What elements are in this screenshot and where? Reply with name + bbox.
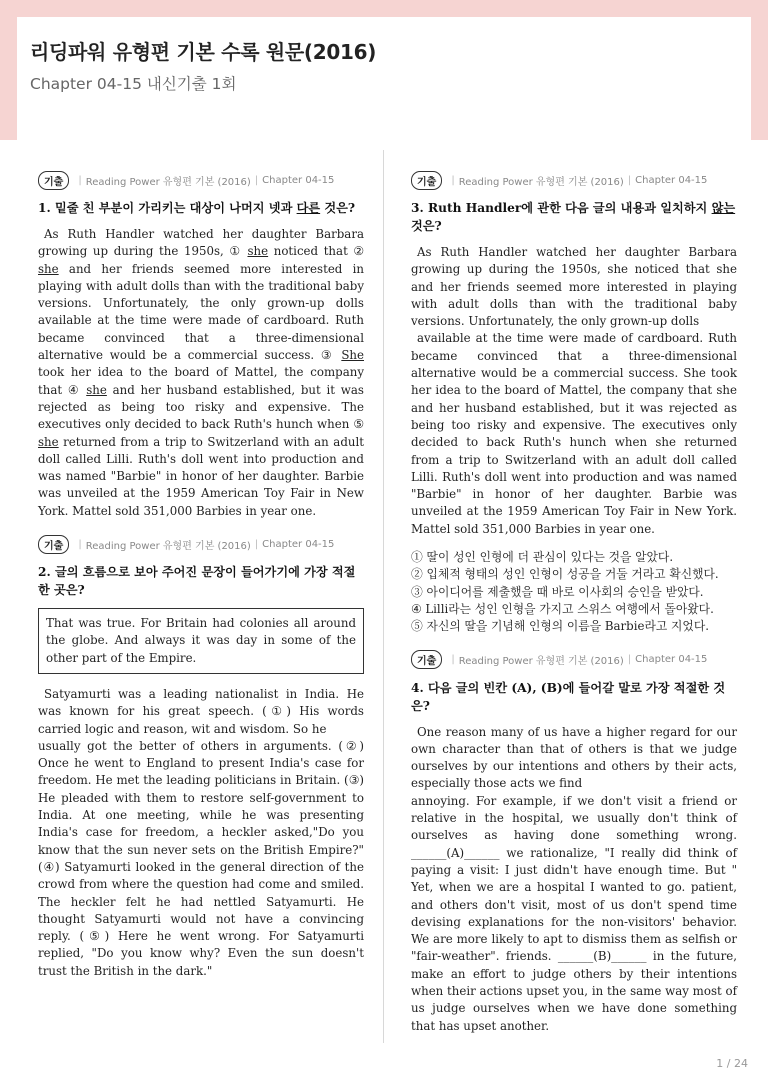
underlined-word: she xyxy=(86,382,107,397)
prompt-underlined: 다른 xyxy=(296,201,321,215)
passage-text: took her idea to the board of Mattel, the company that ④ xyxy=(38,365,364,397)
passage-text: and her husband established, but it was rejected as being too risky and expensive. The executives only decided to back Ruth's hunch when ⑤ xyxy=(38,382,364,432)
chapter-label: Chapter 04-15 xyxy=(635,654,708,666)
answer-option: ② 입체적 형태의 성인 인형이 성공을 거둘 거라고 확신했다. xyxy=(411,567,719,582)
question-1-prompt xyxy=(38,199,364,217)
separator: | xyxy=(627,174,632,186)
left-column xyxy=(38,170,364,980)
chapter-label: Chapter 04-15 xyxy=(262,174,335,186)
answer-option: ③ 아이디어를 제출했을 때 바로 이사회의 승인을 받았다. xyxy=(411,584,704,599)
book-label: Reading Power 유형편 기본 (2016) xyxy=(458,176,624,188)
question-meta xyxy=(411,650,737,670)
prompt-text: 1. 밑줄 친 부분이 가리키는 대상이 나머지 넷과 xyxy=(38,201,297,215)
spacer xyxy=(38,520,364,534)
separator: | xyxy=(78,174,82,186)
separator: | xyxy=(78,538,82,550)
exam-tag: 기출 xyxy=(38,535,69,554)
exam-tag: 기출 xyxy=(38,171,69,190)
page-number: 1 / 24 xyxy=(716,1057,748,1070)
given-sentence: That was true. For Britain had colonies all around the globe. And always it was day in some of the other part of the Empire. xyxy=(46,616,356,665)
separator: | xyxy=(451,654,455,666)
book-label: Reading Power 유형편 기본 (2016) xyxy=(458,656,624,668)
chapter-label: Chapter 04-15 xyxy=(635,174,708,186)
spacer xyxy=(411,538,737,549)
chapter-label: Chapter 04-15 xyxy=(262,538,335,550)
separator: | xyxy=(254,174,259,186)
question-3-passage-1: As Ruth Handler watched her daughter Barbara growing up during the 1950s, she noticed that she and her friends seemed more interested in playing with adult dolls than with the traditional baby versions. Unfortunately, the only grown-up dolls xyxy=(411,245,737,329)
underlined-word: She xyxy=(341,348,364,363)
prompt-text: 것은? xyxy=(411,219,442,233)
prompt-text: 3. Ruth Handler에 관한 다음 글의 내용과 일치하지 xyxy=(411,201,712,215)
given-sentence-box xyxy=(38,608,364,674)
question-2-passage-2: usually got the better of others in arguments. (②) Once he went to England to present India's case for freedom. He met the leading politicians in Britain. (③) He pleaded with them to restore self-government to India. At one meeting, while he was presenting India's case for freedom, a heckler asked,"Do you know that the sun never sets on the British Empire?" (④) Satyamurti looked in the general direction of the crowd from where the question had come and smiled. The heckler felt he had nettled Satyamurti. He thought Satyamurti would not have a convincing reply. (⑤) Here he went wrong. For Satyamurti replied, "Do you know why? Even the sun doesn't trust the British in the dark." xyxy=(38,738,364,978)
separator: | xyxy=(451,174,455,186)
passage-text: returned from a trip to Switzerland with an adult doll called Lilli. Ruth's doll went into production and was named "Barbie" in honor of her daughter. Barbie was unveiled at the 1959 American Toy Fair in New York. Mattel sold 351,000 Barbies in year one. xyxy=(38,434,364,518)
right-column xyxy=(411,170,737,1035)
question-4-prompt: 4. 다음 글의 빈칸 (A), (B)에 들어갈 말로 가장 적절한 것은? xyxy=(411,680,726,713)
separator: | xyxy=(627,654,632,666)
spacer xyxy=(411,636,737,650)
separator: | xyxy=(254,538,259,550)
question-1-passage xyxy=(38,226,364,520)
underlined-word: she xyxy=(38,434,59,449)
book-label: Reading Power 유형편 기본 (2016) xyxy=(85,540,251,552)
question-meta xyxy=(38,534,364,554)
exam-tag: 기출 xyxy=(411,171,442,190)
question-3-passage-2: available at the time were made of cardboard. Ruth became convinced that a three-dimensional alternative would be a commercial success. She took her idea to the board of Mattel, the company that she and her husband established, but it was rejected as being too risky and expensive. The executives only decided to back Ruth's hunch when she returned from a trip to Switzerland with an adult doll called Lilli. Ruth's doll went into production and was named "Barbie" in honor of her daughter. Barbie was unveiled at the 1959 American Toy Fair in New York. Mattel sold 351,000 Barbies in year one. xyxy=(411,331,737,536)
passage-text: and her friends seemed more interested in playing with adult dolls than with the traditional baby versions. Unfortunately, the only grown-up dolls available at the time were made of cardboard. Ruth became convinced that a three-dimensional alternative would be a commercial success. ③ xyxy=(38,261,364,363)
question-4-passage-2: annoying. For example, if we don't visit a friend or relative in the hospital, we usually don't think of ourselves as having done something wrong. ______(A)______ we rationalize, "I really did think of paying a visit: I just didn't have enough time. But " Yet, when we are a hospital I wanted to go. patient, and others don't visit, most of us don't spend time devising explanations for the non-visitors' behavior. We are more likely to apt to dismiss them as selfish or "fair-weather". friends. ______(B)______ in the future, make an effort to judge others by their intentions when their actions upset you, in the same way most of us judge ourselves when we have done something that has upset another. xyxy=(411,793,737,1033)
prompt-underlined: 않는 xyxy=(711,201,736,215)
question-2-prompt: 2. 글의 흐름으로 보아 주어진 문장이 들어가기에 가장 적절한 곳은? xyxy=(38,565,356,598)
exam-tag: 기출 xyxy=(411,650,442,669)
question-meta xyxy=(411,170,737,190)
document-subtitle: Chapter 04-15 내신기출 1회 xyxy=(30,75,237,93)
question-2-passage-1: Satyamurti was a leading nationalist in India. He was known for his great speech. (①) His words carried logic and reason, wit and wisdom. So he xyxy=(38,686,364,736)
document-title: 리딩파워 유형편 기본 수록 원문(2016) xyxy=(30,40,377,64)
question-4-passage-1: One reason many of us have a higher regard for our own character than that of others is that we judge ourselves by our intentions and others by their acts, especially those acts we find xyxy=(411,724,737,791)
column-divider xyxy=(383,150,384,1043)
underlined-word: she xyxy=(38,261,59,276)
passage-text: noticed that ② xyxy=(268,244,364,259)
book-label: Reading Power 유형편 기본 (2016) xyxy=(85,176,251,188)
underlined-word: she xyxy=(247,244,269,259)
prompt-text: 것은? xyxy=(320,201,356,215)
question-3-prompt xyxy=(411,199,737,235)
answer-option: ① 딸이 성인 인형에 더 관심이 있다는 것을 알았다. xyxy=(411,550,674,565)
answer-option: ④ Lilli라는 성인 인형을 가지고 스위스 여행에서 돌아왔다. xyxy=(411,601,714,616)
answer-option: ⑤ 자신의 딸을 기념해 인형의 이름을 Barbie라고 지었다. xyxy=(411,619,709,634)
passage-text: As Ruth Handler watched her daughter Barbara growing up during the 1950s, ① xyxy=(38,227,364,259)
question-meta xyxy=(38,170,364,190)
